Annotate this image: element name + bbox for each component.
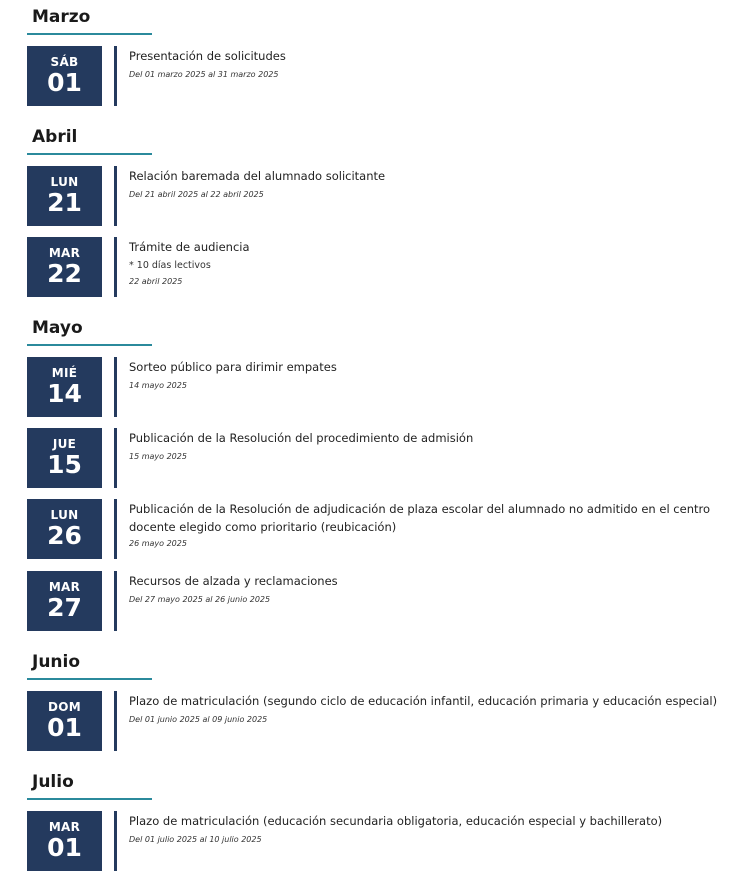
month-underline [27,153,152,155]
event-title[interactable]: Presentación de solicitudes [129,49,286,63]
month-title: Junio [32,652,81,672]
date-weekday: SÁB [50,55,79,69]
date-badge [27,691,102,751]
month-header-marzo [27,6,152,35]
event-divider-bar [114,499,117,559]
event-body [129,572,727,606]
event-body [129,692,727,726]
event-date-range: 26 mayo 2025 [129,539,187,548]
event-body [129,238,727,288]
date-badge [27,811,102,871]
month-header-mayo [27,317,152,346]
event-date-range: Del 01 junio 2025 al 09 junio 2025 [129,715,268,724]
month-underline [27,33,152,35]
event-item[interactable] [27,46,727,106]
event-item[interactable] [27,166,727,226]
event-item[interactable] [27,811,727,871]
month-header-junio [27,651,152,680]
date-weekday: MAR [48,246,81,260]
event-title[interactable]: Plazo de matriculación (educación secundaria obligatoria, educación especial y bachillerato) [129,814,663,828]
event-divider-bar [114,357,117,417]
month-underline [27,344,152,346]
date-badge [27,357,102,417]
event-date-range: 22 abril 2025 [129,277,183,286]
month-underline [27,678,152,680]
event-title[interactable]: Relación baremada del alumnado solicitante [129,169,386,183]
event-date-range: Del 21 abril 2025 al 22 abril 2025 [129,190,264,199]
event-date-range: Del 27 mayo 2025 al 26 junio 2025 [129,595,271,604]
date-weekday: LUN [50,508,79,522]
month-underline [27,798,152,800]
event-title[interactable]: Plazo de matriculación (segundo ciclo de educación infantil, educación primaria y educación especial) [129,694,718,708]
date-day-number: 22 [47,259,82,288]
month-title: Abril [32,127,78,147]
month-title: Marzo [32,7,91,27]
date-weekday: MAR [48,820,81,834]
event-item[interactable] [27,357,727,417]
event-body [129,47,727,81]
event-divider-bar [114,46,117,106]
event-date-range: 14 mayo 2025 [129,381,187,390]
event-date-range: Del 01 marzo 2025 al 31 marzo 2025 [129,70,279,79]
event-title[interactable]: Publicación de la Resolución de adjudicación de plaza escolar del alumnado no admitido en el centro docente elegido como prioritario (reubicación) [129,502,711,534]
date-day-number: 14 [47,379,82,408]
event-note: * 10 días lectivos [129,260,211,271]
date-badge [27,237,102,297]
event-item[interactable] [27,571,727,631]
date-day-number: 15 [47,450,82,479]
event-divider-bar [114,166,117,226]
event-title[interactable]: Trámite de audiencia [129,240,250,254]
date-badge [27,499,102,559]
event-title[interactable]: Publicación de la Resolución del procedimiento de admisión [129,431,474,445]
month-title: Mayo [32,318,83,338]
month-header-abril [27,126,152,155]
date-badge [27,166,102,226]
event-divider-bar [114,571,117,631]
event-item[interactable] [27,499,727,559]
event-item[interactable] [27,691,727,751]
date-badge [27,428,102,488]
date-day-number: 21 [47,188,82,217]
event-divider-bar [114,237,117,297]
event-title[interactable]: Recursos de alzada y reclamaciones [129,574,338,588]
event-item[interactable] [27,237,727,297]
event-title[interactable]: Sorteo público para dirimir empates [129,360,337,374]
date-weekday: DOM [47,700,81,714]
date-weekday: MIÉ [51,366,78,380]
event-divider-bar [114,691,117,751]
date-day-number: 01 [47,68,82,97]
event-body [129,358,727,392]
event-date-range: Del 01 julio 2025 al 10 julio 2025 [129,835,262,844]
event-date-range: 15 mayo 2025 [129,452,187,461]
event-item[interactable] [27,428,727,488]
event-body [129,500,727,550]
month-title: Julio [32,772,74,792]
event-divider-bar [114,428,117,488]
date-weekday: LUN [50,175,79,189]
date-day-number: 26 [47,521,82,550]
date-weekday: MAR [48,580,81,594]
month-header-julio [27,771,152,800]
date-badge [27,46,102,106]
event-divider-bar [114,811,117,871]
date-day-number: 27 [47,593,82,622]
event-body [129,812,727,846]
event-body [129,167,727,201]
date-day-number: 01 [47,713,82,742]
date-badge [27,571,102,631]
event-body [129,429,727,463]
date-weekday: JUE [52,437,77,451]
date-day-number: 01 [47,833,82,862]
